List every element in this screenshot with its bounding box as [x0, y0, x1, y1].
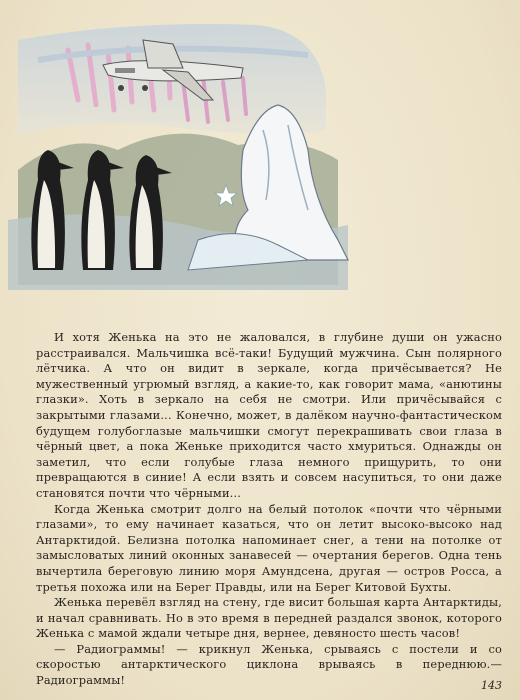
paragraph: — Радиограммы! — крикнул Женька, срываясь с постели и со скоростью антарктического циклона врываясь в переднюю.— Радиограммы! [36, 641, 502, 688]
paragraph: И хотя Женька на это не жаловался, в глубине души он ужасно расстраивался. Мальчишка всё-таки! Будущий мужчина. Сын полярного лётчика. А что он видит в зеркале, когда причёсывается? Не мужественный угрюмый взгляд, а какие-то, как говорит мама, «анютины глазки». Хоть в зеркало на себя не смотри. Или причёсывайся с закрытыми глазами... Конечно, может, в далёком научно-фантастическом будущем голубоглазые мальчишки смогут перекрашивать свои глаза в чёрный цвет, а пока Женьке приходится часто хмуриться. Однажды он заметил, что если голубые глаза немного прищурить, то они превращаются в синие! А если взять и совсем насупиться, то они даже становятся почти что чёрными... [36, 330, 502, 500]
page-number: 143 [481, 679, 502, 692]
body-text [36, 330, 502, 689]
paragraph: Женька перевёл взгляд на стену, где висит большая карта Антарктиды, и начал сравнивать. Но в это время в передней раздался звонок, которого Женька с мамой ждали четыре дня, вернее, девяносто шесть часов! [36, 595, 502, 641]
illustration-penguins-plane [8, 10, 358, 295]
paragraph: Когда Женька смотрит долго на белый потолок «почти что чёрными глазами», то ему начинает казаться, что он летит высоко-высоко над Антарктидой. Белизна потолка напоминает снег, а тени на потолке от замысловатых линий оконных занавесей — очертания берегов. Одна тень вычертила береговую линию моря Амундсена, другая — остров Росса, а третья похожа или на Берег Правды, или на Берег Китовой Бухты. [36, 501, 502, 594]
penguin-group [31, 150, 172, 270]
